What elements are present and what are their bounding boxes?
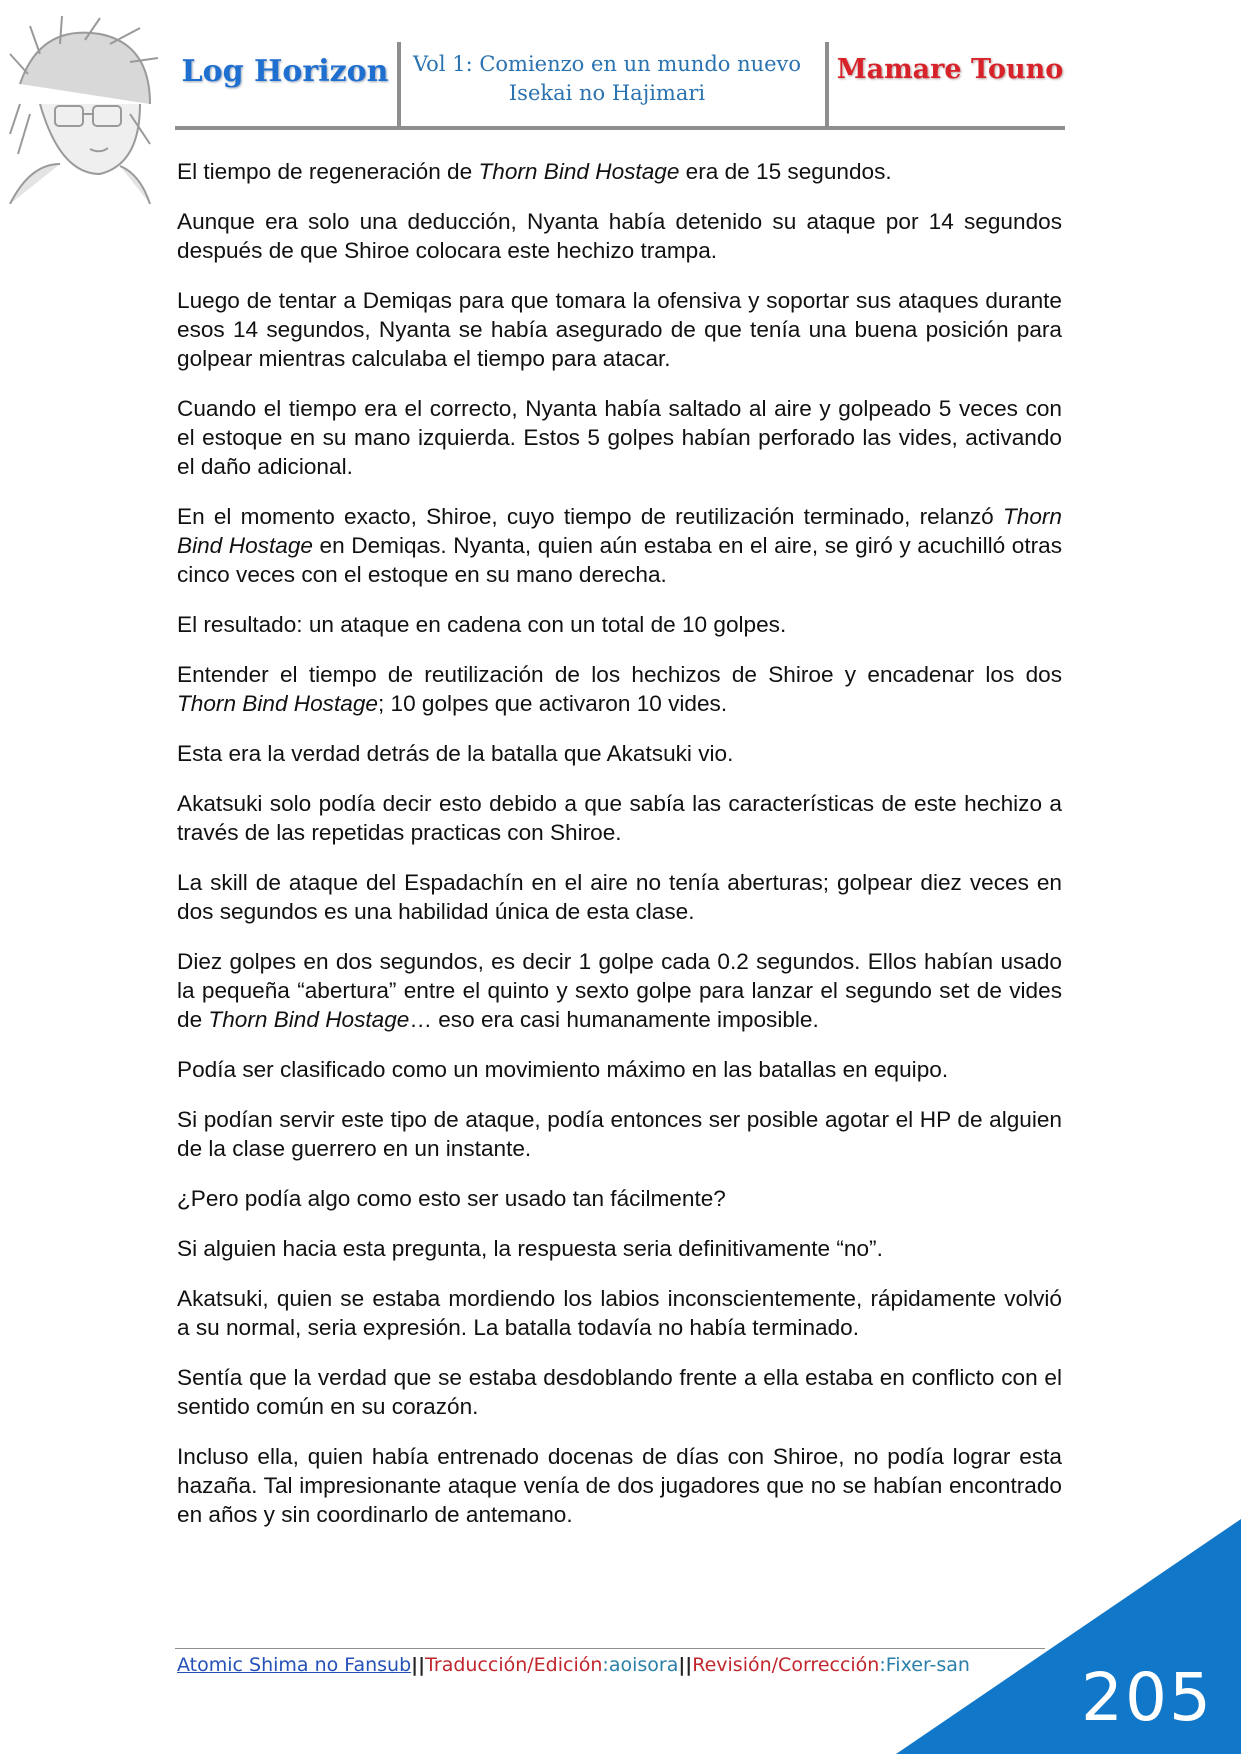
paragraph-text: Luego de tentar a Demiqas para que tomara la ofensiva y soportar sus ataques durante esos 14 segundos, Nyanta se había asegurado de que tenía una buena posición para golpear mientras calculaba el tiempo para atacar. <box>177 288 1062 371</box>
volume-title-line1: Vol 1: Comienzo en un mundo nuevo <box>412 52 802 76</box>
paragraph-text: El tiempo de regeneración de <box>177 159 479 184</box>
character-portrait-image <box>0 14 160 204</box>
spell-name: Thorn Bind Hostage <box>478 159 680 184</box>
paragraph-text: Aunque era solo una deducción, Nyanta había detenido su ataque por 14 segundos después de que Shiroe colocara este hechizo trampa. <box>177 209 1062 263</box>
paragraph <box>177 394 1062 481</box>
paragraph <box>177 1442 1062 1529</box>
volume-title <box>407 50 807 108</box>
paragraph-text: era de 15 segundos. <box>679 159 892 184</box>
paragraph-text: Incluso ella, quien había entrenado docenas de días con Shiroe, no podía lograr esta hazaña. Tal impresionante ataque venía de dos jugadores que no se habían encontrado en años y sin coordinarlo de antemano. <box>177 1444 1062 1527</box>
colon: : <box>602 1654 609 1676</box>
paragraph <box>177 660 1062 718</box>
header-rule <box>175 126 1065 130</box>
paragraph-text: ¿Pero podía algo como esto ser usado tan fácilmente? <box>177 1186 726 1211</box>
credits-footer <box>177 1654 970 1676</box>
paragraph-text: La skill de ataque del Espadachín en el aire no tenía aberturas; golpear diez veces en dos segundos es una habilidad única de esta clase. <box>177 870 1062 924</box>
body-text <box>177 157 1062 1550</box>
paragraph <box>177 286 1062 373</box>
paragraph <box>177 157 1062 186</box>
paragraph-text: Diez golpes en dos segundos, es decir 1 golpe cada 0.2 segundos. Ellos habían usado la pequeña “abertura” entre el quinto y sexto golpe para lanzar el segundo set de vides de <box>177 949 1062 1032</box>
paragraph-text: Entender el tiempo de reutilización de los hechizos de Shiroe y encadenar los dos <box>177 662 1062 687</box>
credits-separator: || <box>411 1654 426 1676</box>
paragraph-text: Akatsuki solo podía decir esto debido a que sabía las características de este hechizo a través de las repetidas practicas con Shiroe. <box>177 791 1062 845</box>
paragraph <box>177 947 1062 1034</box>
paragraph-text: En el momento exacto, Shiroe, cuyo tiempo de reutilización terminado, relanzó <box>177 504 1003 529</box>
spell-name: Thorn Bind Hostage <box>177 504 1062 558</box>
paragraph-text: Sentía que la verdad que se estaba desdoblando frente a ella estaba en conflicto con el sentido común en su corazón. <box>177 1365 1062 1419</box>
paragraph <box>177 1363 1062 1421</box>
spell-name: Thorn Bind Hostage <box>208 1007 410 1032</box>
paragraph <box>177 789 1062 847</box>
paragraph <box>177 1055 1062 1084</box>
paragraph-text: Cuando el tiempo era el correcto, Nyanta había saltado al aire y golpeado 5 veces con el estoque en su mano izquierda. Estos 5 golpes habían perforado las vides, activando el daño adicional. <box>177 396 1062 479</box>
paragraph-text: El resultado: un ataque en cadena con un total de 10 golpes. <box>177 612 787 637</box>
paragraph <box>177 502 1062 589</box>
paragraph <box>177 739 1062 768</box>
page-number: 205 <box>1081 1659 1213 1736</box>
series-title: Log Horizon <box>181 54 389 89</box>
credits-separator: || <box>678 1654 693 1676</box>
author-name: Mamare Touno <box>836 54 1064 85</box>
header-divider <box>825 42 829 128</box>
translation-label: Traducción/Edición <box>425 1654 603 1676</box>
paragraph-text: Si podían servir este tipo de ataque, podía entonces ser posible agotar el HP de alguien de la clase guerrero en un instante. <box>177 1107 1062 1161</box>
paragraph-text: … eso era casi humanamente imposible. <box>409 1007 819 1032</box>
volume-title-line2: Isekai no Hajimari <box>508 81 706 105</box>
header-divider <box>397 42 401 128</box>
paragraph-text: Akatsuki, quien se estaba mordiendo los labios inconscientemente, rápidamente volvió a su normal, seria expresión. La batalla todavía no había terminado. <box>177 1286 1062 1340</box>
paragraph <box>177 1234 1062 1263</box>
page-header <box>175 40 1065 130</box>
paragraph <box>177 610 1062 639</box>
paragraph <box>177 207 1062 265</box>
reviser-name: Fixer-san <box>885 1654 970 1676</box>
paragraph <box>177 1284 1062 1342</box>
paragraph <box>177 1105 1062 1163</box>
paragraph-text: en Demiqas. Nyanta, quien aún estaba en el aire, se giró y acuchilló otras cinco veces con el estoque en su mano derecha. <box>177 533 1062 587</box>
colon: : <box>879 1654 886 1676</box>
translator-name: aoisora <box>608 1654 679 1676</box>
paragraph-text: Podía ser clasificado como un movimiento máximo en las batallas en equipo. <box>177 1057 949 1082</box>
paragraph <box>177 1184 1062 1213</box>
paragraph-text: Esta era la verdad detrás de la batalla que Akatsuki vio. <box>177 741 734 766</box>
paragraph-text: Si alguien hacia esta pregunta, la respuesta seria definitivamente “no”. <box>177 1236 883 1261</box>
spell-name: Thorn Bind Hostage <box>177 691 378 716</box>
revision-label: Revisión/Corrección <box>692 1654 880 1676</box>
paragraph-text: ; 10 golpes que activaron 10 vides. <box>377 691 728 716</box>
fansub-group-link[interactable]: Atomic Shima no Fansub <box>177 1654 412 1676</box>
paragraph <box>177 868 1062 926</box>
